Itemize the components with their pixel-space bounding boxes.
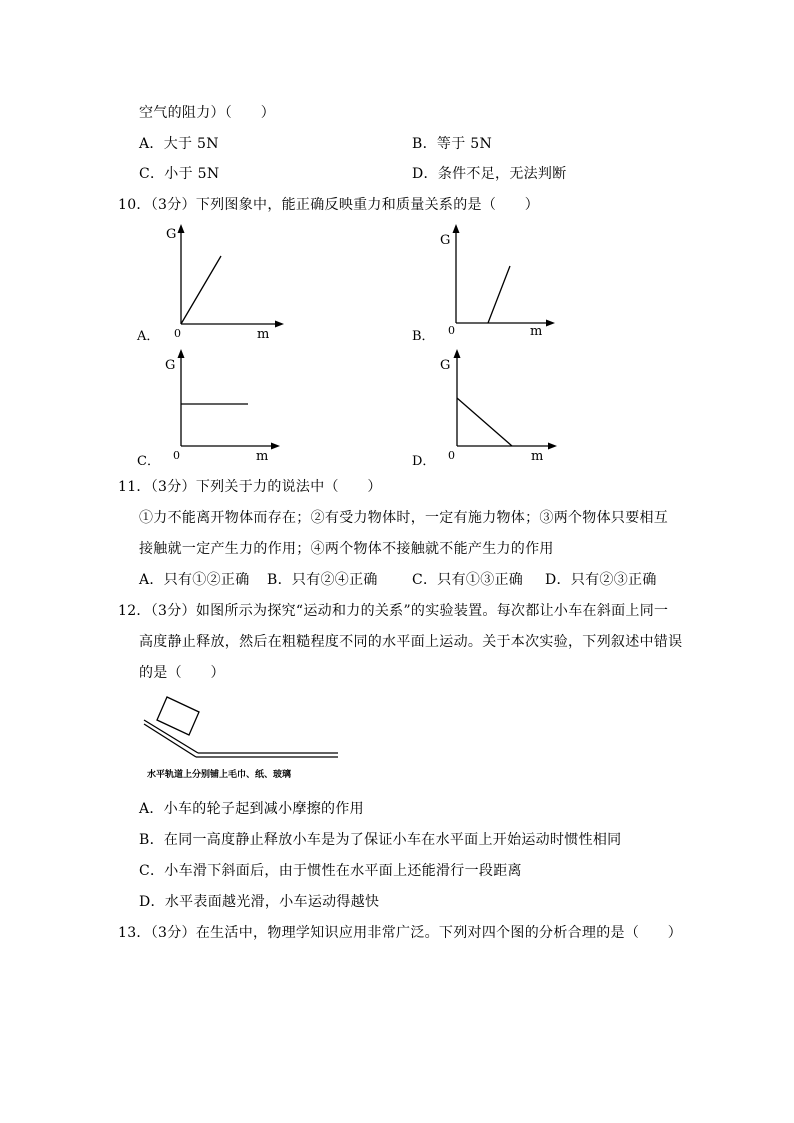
graph-d-y-label: G — [440, 358, 451, 373]
q11-option-c: C．只有①③正确 — [412, 572, 524, 588]
graph-a-line — [181, 256, 221, 324]
graph-c-y-label: G — [165, 358, 176, 373]
q12-option-b: B．在同一高度静止释放小车是为了保证小车在水平面上开始运动时惯性相同 — [139, 832, 622, 848]
q9-option-c: C．小于 5N — [139, 166, 220, 182]
q11-line2: 接触就一定产生力的作用；④两个物体不接触就不能产生力的作用 — [139, 541, 554, 557]
graph-c — [160, 347, 290, 467]
graph-b-line — [488, 266, 510, 323]
q12-stem-line3: 的是（ ） — [139, 665, 225, 681]
q11-option-d: D．只有②③正确 — [545, 572, 657, 588]
graph-b-y-label: G — [440, 233, 451, 248]
graph-b-label: B． — [412, 329, 435, 344]
graph-c-label: C． — [137, 454, 160, 469]
graph-a-label: A． — [137, 329, 160, 344]
apparatus-caption: 水平轨道上分别铺上毛巾、纸、玻璃 — [147, 770, 292, 780]
q12-option-c: C．小车滑下斜面后，由于惯性在水平面上还能滑行一段距离 — [139, 863, 522, 879]
q11-line1: ①力不能离开物体而存在；②有受力物体时，一定有施力物体；③两个物体只要相互 — [139, 510, 669, 526]
q10-stem: 10．（3分）下列图象中，能正确反映重力和质量关系的是（ ） — [118, 197, 540, 213]
q9-stem-tail: 空气的阻力）（ ） — [139, 105, 275, 121]
q9-option-b: B．等于 5N — [412, 136, 492, 152]
q9-option-d: D．条件不足，无法判断 — [412, 166, 567, 182]
graph-b-x-label: m — [530, 324, 543, 339]
graph-d-origin: 0 — [448, 449, 455, 462]
q12-option-a: A．小车的轮子起到减小摩擦的作用 — [139, 801, 364, 817]
q11-option-b: B．只有②④正确 — [267, 572, 378, 588]
graph-b — [435, 222, 565, 342]
cart-block — [157, 697, 199, 735]
graph-c-x-label: m — [256, 449, 269, 464]
graph-a-y-label: G — [166, 227, 177, 242]
graph-d-label: D． — [412, 454, 436, 469]
q11-stem: 11．（3分）下列关于力的说法中（ ） — [118, 479, 382, 495]
graph-d-x-label: m — [531, 449, 544, 464]
q12-stem-line1: 12．（3分）如图所示为探究“运动和力的关系”的实验装置。每次都让小车在斜面上同一 — [118, 603, 669, 619]
q13-stem: 13．（3分）在生活中，物理学知识应用非常广泛。下列对四个图的分析合理的是（ ） — [118, 925, 683, 941]
graph-a — [160, 222, 290, 342]
q9-option-a: A．大于 5N — [139, 136, 219, 152]
graph-a-x-label: m — [257, 327, 270, 342]
incline-apparatus — [140, 690, 350, 760]
graph-c-origin: 0 — [173, 449, 180, 462]
graph-a-origin: 0 — [174, 327, 181, 340]
graph-b-origin: 0 — [448, 324, 455, 337]
graph-d — [437, 347, 567, 467]
q11-option-a: A．只有①②正确 — [139, 572, 250, 588]
q12-stem-line2: 高度静止释放，然后在粗糙程度不同的水平面上运动。关于本次实验，下列叙述中错误 — [139, 634, 683, 650]
graph-d-line — [457, 398, 512, 446]
q12-option-d: D．水平表面越光滑，小车运动得越快 — [139, 894, 380, 910]
